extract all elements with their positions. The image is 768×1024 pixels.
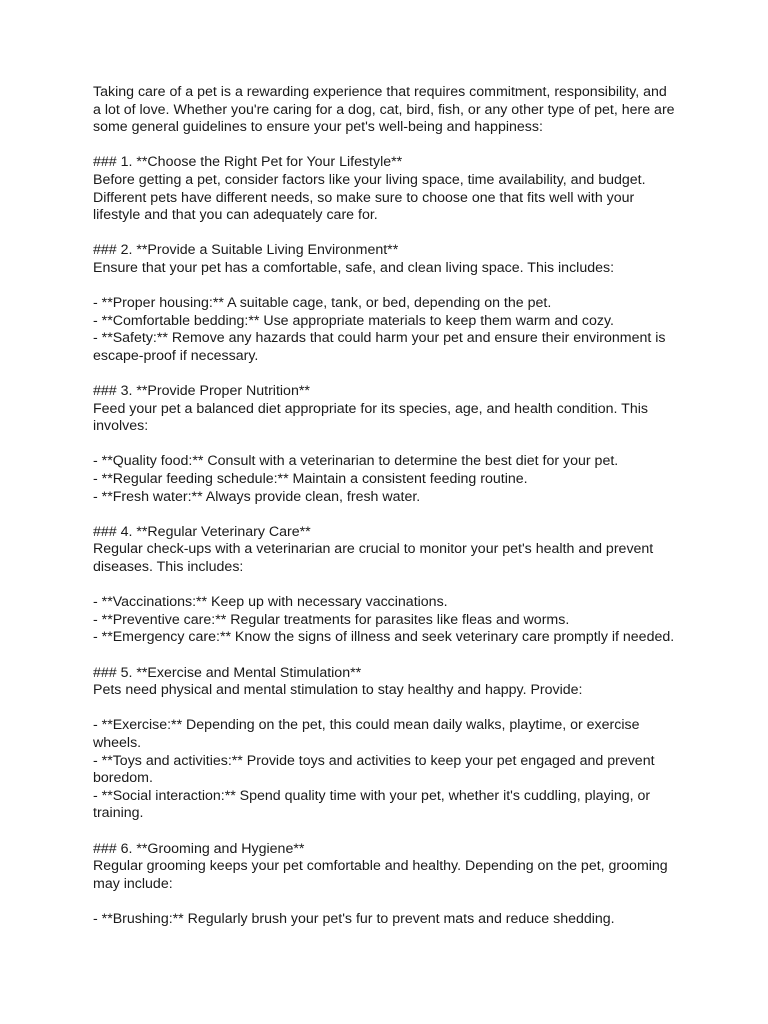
text-line: Feed your pet a balanced diet appropriate for its species, age, and health condition. This xyxy=(93,400,648,417)
intro-paragraph xyxy=(93,84,693,137)
list-item-continuation: boredom. xyxy=(93,770,153,787)
list-item: - **Proper housing:** A suitable cage, tank, or bed, depending on the pet. xyxy=(93,295,552,312)
section-heading: ### 6. **Grooming and Hygiene** xyxy=(93,840,305,857)
list-item: - **Toys and activities:** Provide toys and activities to keep your pet engaged and prevent xyxy=(93,752,655,769)
list-item: - **Regular feeding schedule:** Maintain a consistent feeding routine. xyxy=(93,471,528,488)
list-item: - **Comfortable bedding:** Use appropriate materials to keep them warm and cozy. xyxy=(93,312,614,329)
list-item: - **Preventive care:** Regular treatments for parasites like fleas and worms. xyxy=(93,611,570,628)
list-item: - **Quality food:** Consult with a veterinarian to determine the best diet for your pet. xyxy=(93,453,619,470)
section-heading: ### 5. **Exercise and Mental Stimulation** xyxy=(93,664,362,681)
text-line: Regular grooming keeps your pet comfortable and healthy. Depending on the pet, grooming xyxy=(93,858,668,875)
section-3 xyxy=(93,383,693,436)
text-line: lifestyle and that you can adequately care for. xyxy=(93,207,378,224)
section-2-list xyxy=(93,295,693,365)
section-6 xyxy=(93,841,693,894)
section-5-list xyxy=(93,717,693,823)
section-4 xyxy=(93,524,693,577)
text-line: diseases. This includes: xyxy=(93,559,244,576)
text-line: a lot of love. Whether you're caring for a dog, cat, bird, fish, or any other type of pet, here are xyxy=(93,101,675,118)
list-item: - **Emergency care:** Know the signs of illness and seek veterinary care promptly if needed. xyxy=(93,629,675,646)
section-5 xyxy=(93,665,693,700)
section-heading: ### 3. **Provide Proper Nutrition** xyxy=(93,383,310,400)
text-line: some general guidelines to ensure your pet's well-being and happiness: xyxy=(93,119,543,136)
list-item: - **Exercise:** Depending on the pet, this could mean daily walks, playtime, or exercise xyxy=(93,717,640,734)
section-6-list xyxy=(93,911,693,929)
text-line: Taking care of a pet is a rewarding experience that requires commitment, responsibility, and xyxy=(93,84,667,100)
list-item: - **Social interaction:** Spend quality time with your pet, whether it's cuddling, playing, or xyxy=(93,787,651,804)
section-heading: ### 1. **Choose the Right Pet for Your Lifestyle** xyxy=(93,154,403,171)
document-page xyxy=(93,84,693,929)
section-2 xyxy=(93,242,693,277)
text-line: Before getting a pet, consider factors like your living space, time availability, and budget. xyxy=(93,171,646,188)
text-line: may include: xyxy=(93,875,173,892)
section-3-list xyxy=(93,453,693,506)
list-item: - **Vaccinations:** Keep up with necessary vaccinations. xyxy=(93,594,448,611)
list-item-continuation: training. xyxy=(93,805,144,822)
text-line: involves: xyxy=(93,418,149,435)
section-heading: ### 4. **Regular Veterinary Care** xyxy=(93,523,311,540)
text-line: Ensure that your pet has a comfortable, safe, and clean living space. This includes: xyxy=(93,259,615,276)
list-item: - **Brushing:** Regularly brush your pet's fur to prevent mats and reduce shedding. xyxy=(93,910,615,927)
section-4-list xyxy=(93,594,693,647)
text-line: Different pets have different needs, so make sure to choose one that fits well with your xyxy=(93,189,635,206)
list-item-continuation: escape-proof if necessary. xyxy=(93,347,259,364)
section-1 xyxy=(93,154,693,224)
list-item: - **Fresh water:** Always provide clean, fresh water. xyxy=(93,488,421,505)
section-heading: ### 2. **Provide a Suitable Living Environment** xyxy=(93,242,399,259)
text-line: Pets need physical and mental stimulation to stay healthy and happy. Provide: xyxy=(93,682,583,699)
list-item: - **Safety:** Remove any hazards that could harm your pet and ensure their environment is xyxy=(93,330,666,347)
list-item-continuation: wheels. xyxy=(93,734,142,751)
text-line: Regular check-ups with a veterinarian are crucial to monitor your pet's health and prevent xyxy=(93,541,654,558)
